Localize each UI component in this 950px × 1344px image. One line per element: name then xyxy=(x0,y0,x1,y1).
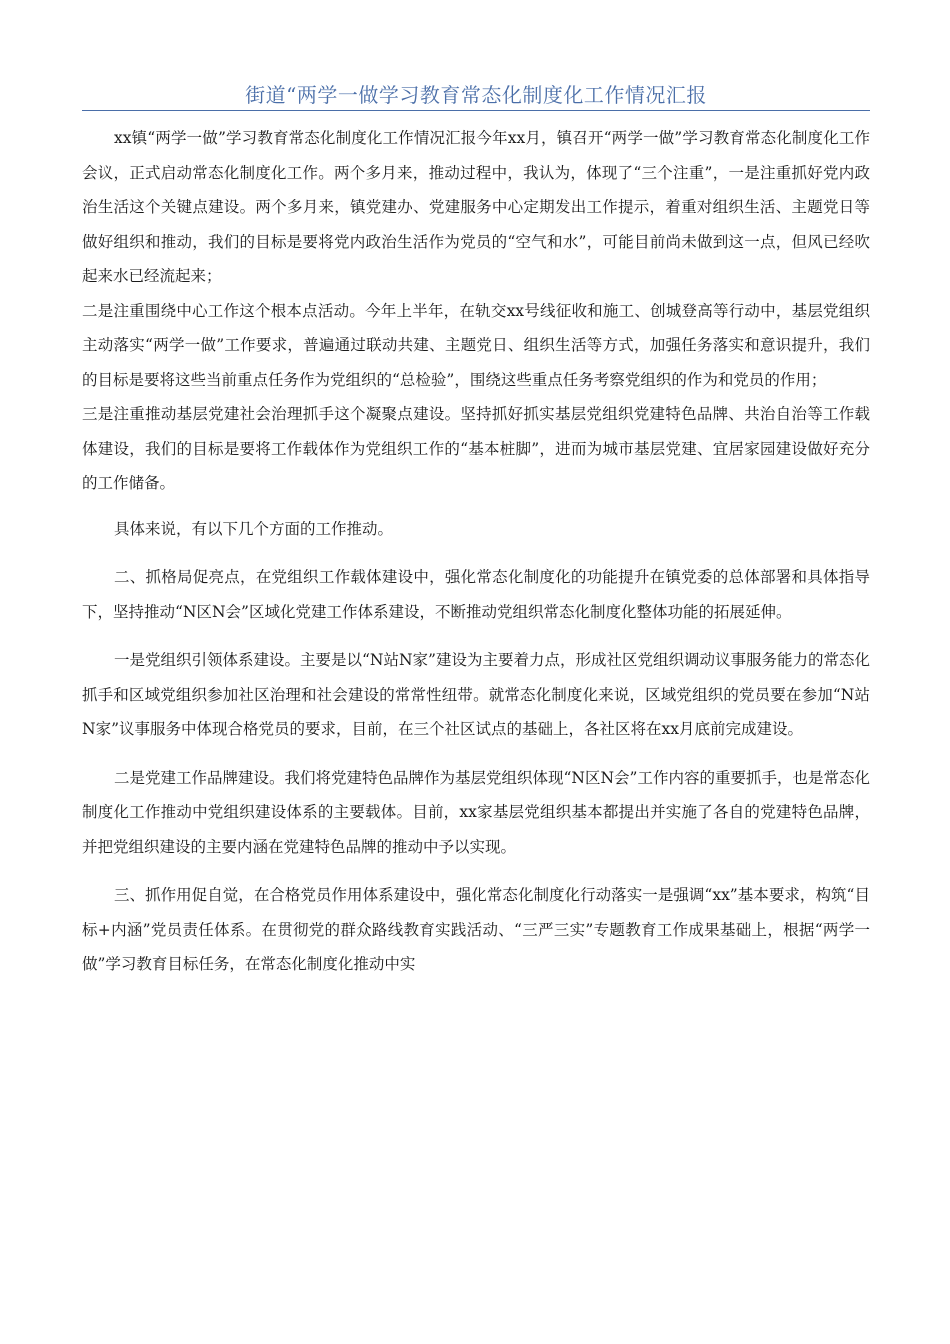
paragraph-section-two: 二、抓格局促亮点，在党组织工作载体建设中，强化常态化制度化的功能提升在镇党委的总体部署和具体指导下，坚持推动“N区N会”区域化党建工作体系建设，不断推动党组织常态化制度化整体功能的拓展延伸。 xyxy=(82,568,870,621)
document-header xyxy=(82,80,870,111)
document-title: 街道“两学一做学习教育常态化制度化工作情况汇报 xyxy=(245,83,707,107)
paragraph-summary: 具体来说，有以下几个方面的工作推动。 xyxy=(114,519,394,538)
paragraph-intro: xx镇“两学一做”学习教育常态化制度化工作情况汇报今年xx月，镇召开“两学一做”学习教育常态化制度化工作会议，正式启动常态化制度化工作。两个多月来，推动过程中，我认为，体现了“三个注重”，一是注重抓好党内政治生活这个关键点建设。两个多月来，镇党建办、党建服务中心定期发出工作提示，着重对组织生活、主题党日等做好组织和推动，我们的目标是要将党内政治生活作为党员的“空气和水”，可能目前尚未做到这一点，但风已经吹起来水已经流起来； xyxy=(82,129,870,285)
paragraph-brand-building: 二是党建工作品牌建设。我们将党建特色品牌作为基层党组织体现“N区N会”工作内容的重要抓手，也是常态化制度化工作推动中党组织建设体系的主要载体。目前，xx家基层党组织基本都提出并实施了各自的党建特色品牌，并把党组织建设的主要内涵在党建特色品牌的推动中予以实现。 xyxy=(82,768,870,856)
paragraph-point-three: 三是注重推动基层党建社会治理抓手这个凝聚点建设。坚持抓好抓实基层党组织党建特色品牌、共治自治等工作载体建设，我们的目标是要将工作载体作为党组织工作的“基本桩脚”，进而为城市基层党建、宜居家园建设做好充分的工作储备。 xyxy=(82,405,870,492)
paragraph-point-two: 二是注重围绕中心工作这个根本点活动。今年上半年，在轨交xx号线征收和施工、创城登高等行动中，基层党组织主动落实“两学一做”工作要求，普遍通过联动共建、主题党日、组织生活等方式，加强任务落实和意识提升，我们的目标是要将这些当前重点任务作为党组织的“总检验”，围绕这些重点任务考察党组织的作为和党员的作用； xyxy=(82,301,870,389)
document-page xyxy=(82,0,870,1344)
paragraph-section-three: 三、抓作用促自觉，在合格党员作用体系建设中，强化常态化制度化行动落实一是强调“xx”基本要求，构筑“目标+内涵”党员责任体系。在贯彻党的群众路线教育实践活动、“三严三实”专题教育工作成果基础上，根据“两学一做”学习教育目标任务，在常态化制度化推动中实 xyxy=(82,886,870,973)
paragraph-org-system: 一是党组织引领体系建设。主要是以“N站N家”建设为主要着力点，形成社区党组织调动议事服务能力的常态化抓手和区域党组织参加社区治理和社会建设的常常性纽带。就常态化制度化来说，区域党组织的党员要在参加“N站N家”议事服务中体现合格党员的要求，目前，在三个社区试点的基础上，各社区将在xx月底前完成建设。 xyxy=(82,651,870,738)
document-body xyxy=(82,121,870,982)
